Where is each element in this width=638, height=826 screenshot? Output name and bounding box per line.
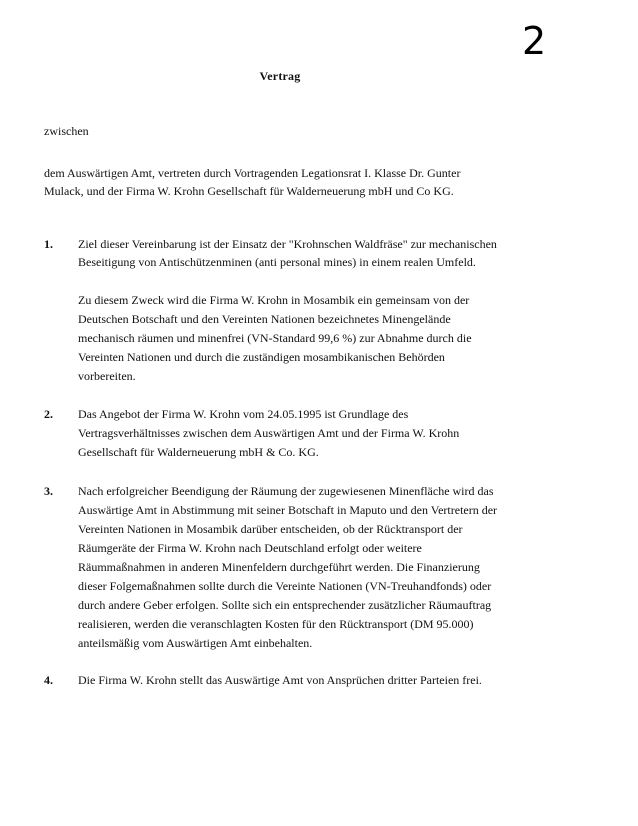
section-line: anteilsmäßig vom Auswärtigen Amt einbehalten. xyxy=(78,636,313,650)
section-number: 1. xyxy=(44,237,53,251)
section-line: Ziel dieser Vereinbarung ist der Einsatz der "Krohnschen Waldfräse" zur mechanischen xyxy=(78,237,497,251)
between-label: zwischen xyxy=(44,124,89,138)
section-line: mechanisch räumen und minenfrei (VN-Standard 99,6 %) zur Abnahme durch die xyxy=(78,331,472,345)
section-line: Räumgeräte der Firma W. Krohn nach Deutschland erfolgt oder weitere xyxy=(78,541,422,555)
section-line: Räummaßnahmen in anderen Minenfeldern durchgeführt werden. Die Finanzierung xyxy=(78,560,480,574)
section-line: Vereinten Nationen und durch die zuständigen mosambikanischen Behörden xyxy=(78,350,445,364)
section-line: Beseitigung von Antischützenminen (anti personal mines) in einem realen Umfeld. xyxy=(78,255,476,269)
parties-line: dem Auswärtigen Amt, vertreten durch Vortragenden Legationsrat I. Klasse Dr. Gunter xyxy=(44,166,461,180)
section-line: Vertragsverhältnisses zwischen dem Auswärtigen Amt und der Firma W. Krohn xyxy=(78,426,460,440)
document-title: Vertrag xyxy=(259,69,301,83)
section-line: durch andere Geber erfolgen. Sollte sich ein entsprechender zusätzlicher Räumauftrag xyxy=(78,598,492,612)
section-line: Die Firma W. Krohn stellt das Auswärtige Amt von Ansprüchen dritter Parteien frei. xyxy=(78,673,482,687)
section-number: 2. xyxy=(44,407,53,421)
parties-line: Mulack, und der Firma W. Krohn Gesellschaft für Walderneuerung mbH und Co KG. xyxy=(44,184,454,198)
section-line: Das Angebot der Firma W. Krohn vom 24.05.1995 ist Grundlage des xyxy=(78,407,409,421)
section-line: Vereinten Nationen in Mosambik darüber entscheiden, ob der Rücktransport der xyxy=(78,522,463,536)
section-line: Auswärtige Amt in Abstimmung mit seiner Botschaft in Maputo und den Vertretern der xyxy=(78,503,498,517)
section-line: Gesellschaft für Walderneuerung mbH & Co. KG. xyxy=(78,445,319,459)
section-line: Deutschen Botschaft und den Vereinten Nationen bezeichnetes Minengelände xyxy=(78,312,451,326)
section-line: dieser Folgemaßnahmen sollte durch die Vereinte Nationen (VN-Treuhandfonds) oder xyxy=(78,579,492,593)
handwritten-page-number: 2 xyxy=(522,19,547,63)
section-number: 3. xyxy=(44,484,53,498)
section-number: 4. xyxy=(44,673,53,687)
section-line: realisieren, werden die veranschlagten Kosten für den Rücktransport (DM 95.000) xyxy=(78,617,474,631)
section-line: Zu diesem Zweck wird die Firma W. Krohn in Mosambik ein gemeinsam von der xyxy=(78,293,470,307)
section-line: vorbereiten. xyxy=(78,369,136,383)
section-line: Nach erfolgreicher Beendigung der Räumung der zugewiesenen Minenfläche wird das xyxy=(78,484,494,498)
